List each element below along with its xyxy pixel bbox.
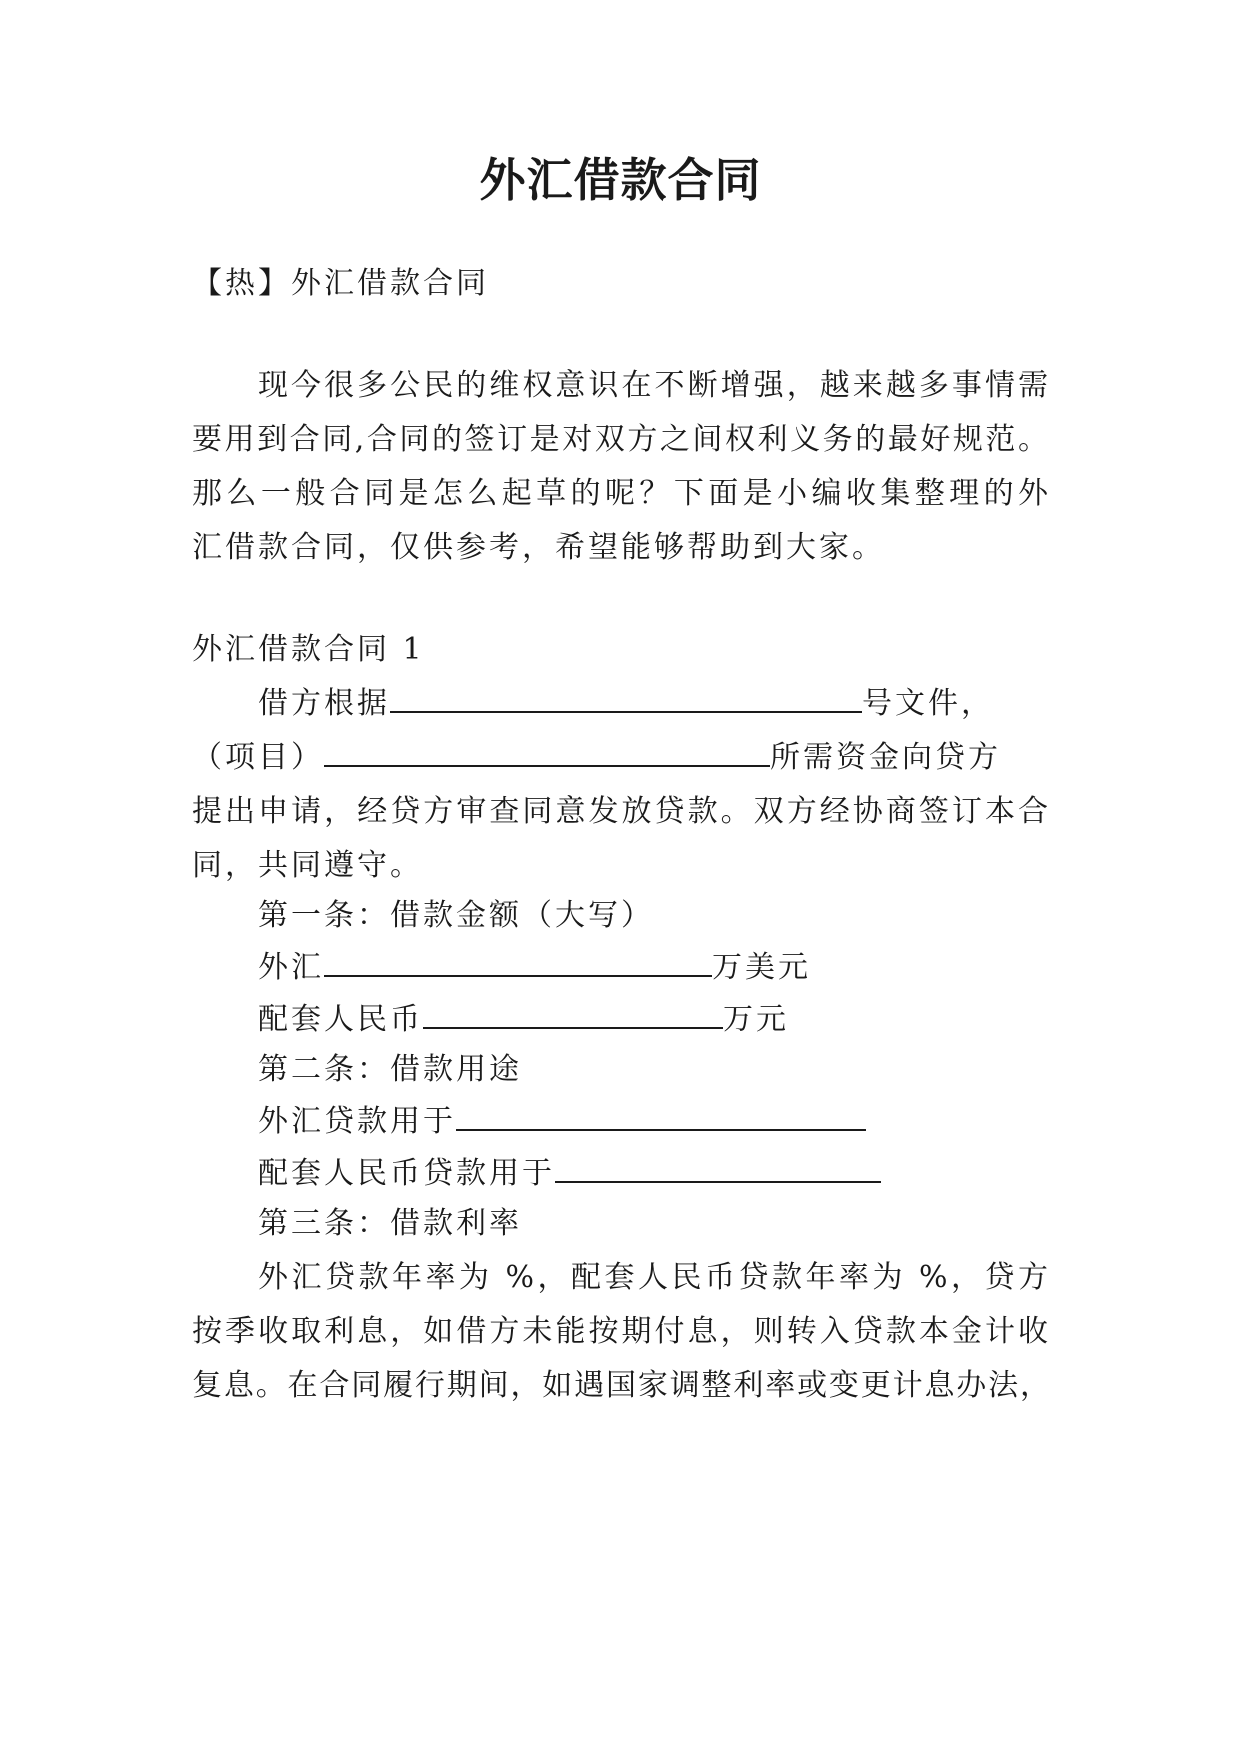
rate-line-2: 按季收取利息，如借方未能按期付息，则转入贷款本金计收 bbox=[192, 1314, 1050, 1349]
body-line-1-end: 号文件， bbox=[862, 686, 994, 721]
body-line-1 bbox=[258, 682, 994, 726]
body-line-2-end: 所需资金向贷方 bbox=[770, 740, 1001, 775]
article-3-heading: 第三条：借款利率 bbox=[258, 1206, 522, 1241]
project-blank bbox=[324, 737, 770, 767]
intro-line-1: 现今很多公民的维权意识在不断增强，越来越多事情需 bbox=[258, 368, 1050, 403]
rmb-amount-blank bbox=[423, 999, 723, 1029]
loan-use-rmb bbox=[258, 1152, 881, 1196]
article-2-heading: 第二条：借款用途 bbox=[258, 1052, 522, 1087]
fx-use-blank bbox=[456, 1101, 866, 1131]
article-1-heading: 第一条：借款金额（大写） bbox=[258, 898, 654, 933]
loan-use-fx bbox=[258, 1100, 866, 1144]
contract-heading: 外汇借款合同 1 bbox=[192, 632, 425, 667]
loan-use-fx-label: 外汇贷款用于 bbox=[258, 1104, 456, 1139]
intro-line-2: 要用到合同,合同的签订是对双方之间权利义务的最好规范。 bbox=[192, 422, 1050, 457]
loan-amount-fx bbox=[258, 946, 811, 990]
loan-amount-fx-unit: 万美元 bbox=[712, 950, 811, 985]
subtitle: 【热】外汇借款合同 bbox=[192, 266, 489, 301]
body-line-3: 提出申请，经贷方审查同意发放贷款。双方经协商签订本合 bbox=[192, 794, 1050, 829]
body-line-2 bbox=[192, 736, 1001, 780]
loan-amount-rmb bbox=[258, 998, 789, 1042]
body-line-4: 同，共同遵守。 bbox=[192, 848, 423, 883]
body-line-1-start: 借方根据 bbox=[258, 686, 390, 721]
body-line-2-start: （项目） bbox=[192, 740, 324, 775]
loan-amount-rmb-unit: 万元 bbox=[723, 1002, 789, 1037]
rate-line-1: 外汇贷款年率为 %，配套人民币贷款年率为 %，贷方 bbox=[258, 1260, 1050, 1295]
rate-line-3: 复息。在合同履行期间，如遇国家调整利率或变更计息办法， bbox=[192, 1368, 1050, 1403]
intro-line-3: 那么一般合同是怎么起草的呢？下面是小编收集整理的外 bbox=[192, 476, 1050, 511]
rmb-use-blank bbox=[555, 1153, 881, 1183]
document-title: 外汇借款合同 bbox=[479, 153, 762, 207]
loan-amount-fx-label: 外汇 bbox=[258, 950, 324, 985]
document-number-blank bbox=[390, 683, 862, 713]
loan-use-rmb-label: 配套人民币贷款用于 bbox=[258, 1156, 555, 1191]
loan-amount-rmb-label: 配套人民币 bbox=[258, 1002, 423, 1037]
fx-amount-blank bbox=[324, 947, 712, 977]
intro-line-4: 汇借款合同，仅供参考，希望能够帮助到大家。 bbox=[192, 530, 885, 565]
